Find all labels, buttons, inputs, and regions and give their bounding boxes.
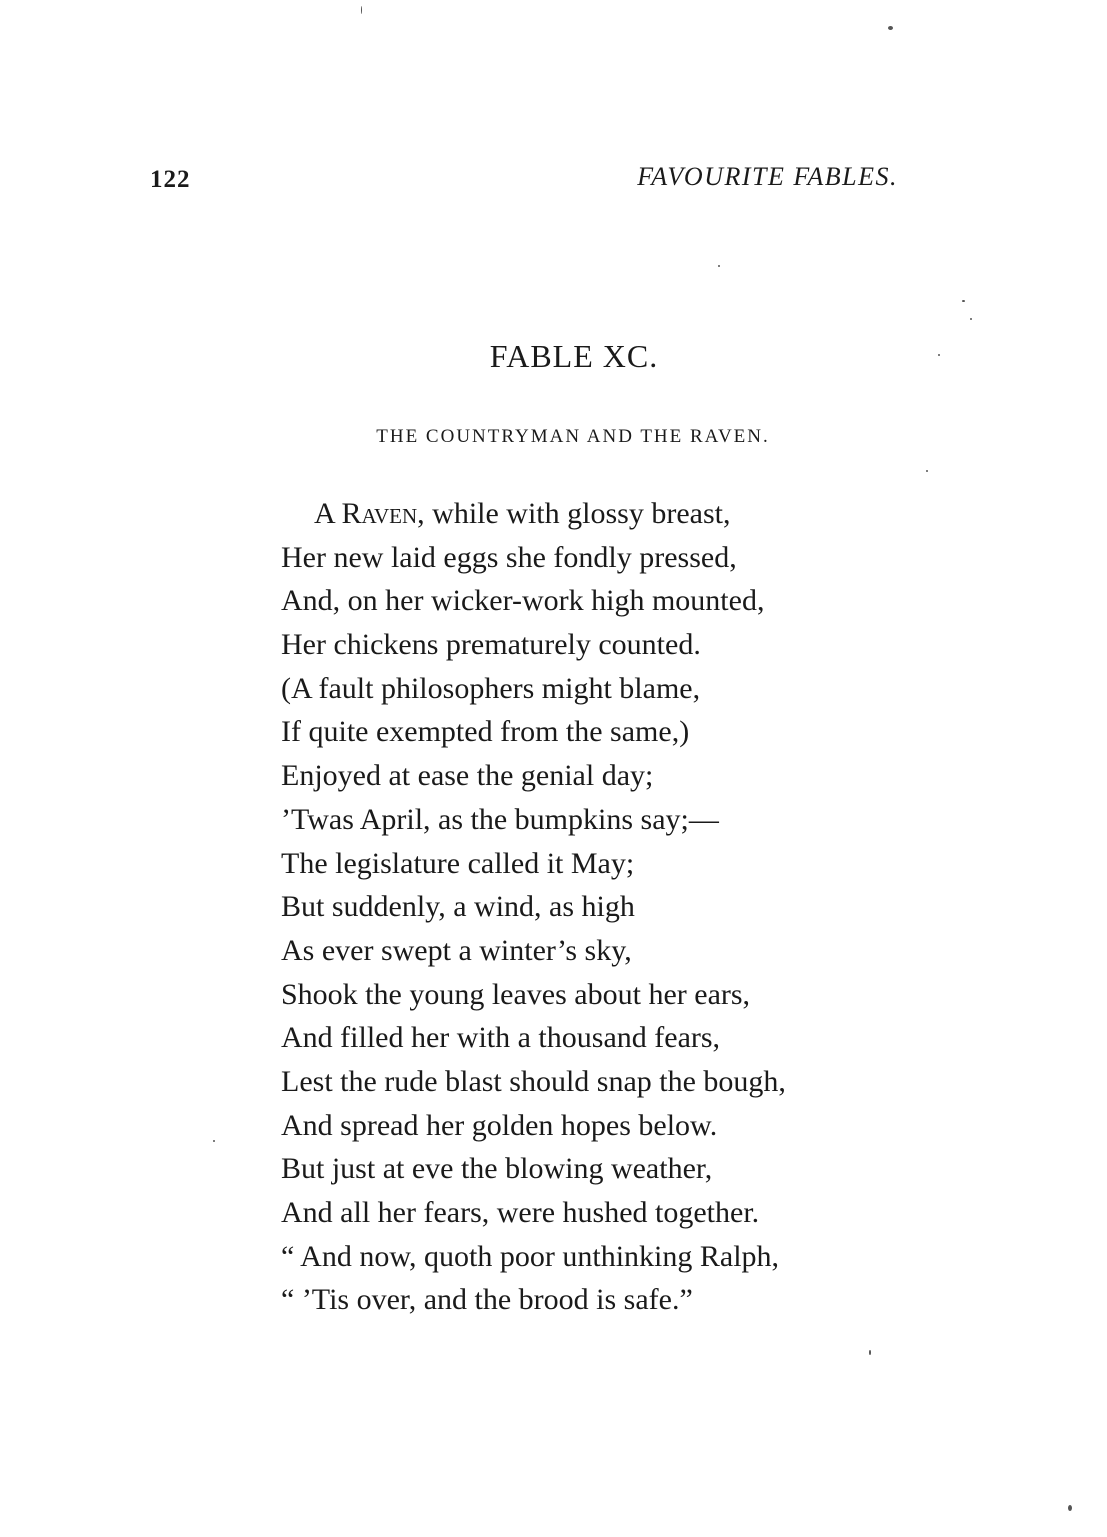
poem-line: Enjoyed at ease the genial day;: [281, 759, 654, 793]
running-title: FAVOURITE FABLES.: [637, 162, 898, 191]
poem-line: And spread her golden hopes below.: [281, 1108, 718, 1142]
scan-speck: [938, 354, 940, 356]
poem-line: But just at eve the blowing weather,: [281, 1152, 713, 1186]
scan-speck: [970, 318, 972, 320]
poem-first-line-rest: , while with glossy breast,: [417, 497, 731, 530]
fable-subtitle: THE COUNTRYMAN AND THE RAVEN.: [376, 426, 770, 447]
scan-speck: [962, 300, 965, 302]
scan-speck: [718, 265, 720, 267]
fable-number-heading: FABLE XC.: [489, 338, 659, 374]
poem-line: If quite exempted from the same,): [281, 715, 690, 749]
scan-speck: [888, 26, 893, 30]
poem-small-caps-word: Raven: [341, 497, 418, 530]
scan-speck: [869, 1350, 871, 1355]
poem-line: And, on her wicker-work high mounted,: [281, 584, 765, 618]
poem-line: Her new laid eggs she fondly pressed,: [281, 540, 737, 574]
poem-line: But suddenly, a wind, as high: [281, 890, 635, 924]
poem-line: And all her fears, were hushed together.: [281, 1196, 760, 1229]
poem-line: (A fault philosophers might blame,: [281, 671, 701, 705]
poem-line: As ever swept a winter’s sky,: [281, 933, 632, 967]
poem-line-first: [281, 492, 786, 536]
poem-line: “ And now, quoth poor unthinking Ralph,: [281, 1239, 780, 1273]
scan-speck: [1068, 1505, 1072, 1511]
poem-line: [281, 1322, 786, 1366]
poem-line: Shook the young leaves about her ears,: [281, 977, 751, 1011]
poem-body: [281, 492, 786, 1366]
poem-line: And filled her with a thousand fears,: [281, 1021, 721, 1055]
page-number: 122: [150, 166, 191, 193]
poem-line: “ ’Tis over, and the brood is safe.”: [281, 1283, 693, 1317]
scan-speck: [213, 1140, 215, 1142]
poem-line: Her chickens prematurely counted.: [281, 628, 701, 662]
scan-speck: [361, 6, 362, 14]
poem-line: ’Twas April, as the bumpkins say;—: [281, 802, 719, 836]
poem-line: Lest the rude blast should snap the bough,: [281, 1064, 786, 1098]
scan-speck: [926, 470, 928, 472]
poem-line: The legislature called it May;: [281, 846, 635, 880]
poem-opening-word: A: [314, 497, 335, 530]
